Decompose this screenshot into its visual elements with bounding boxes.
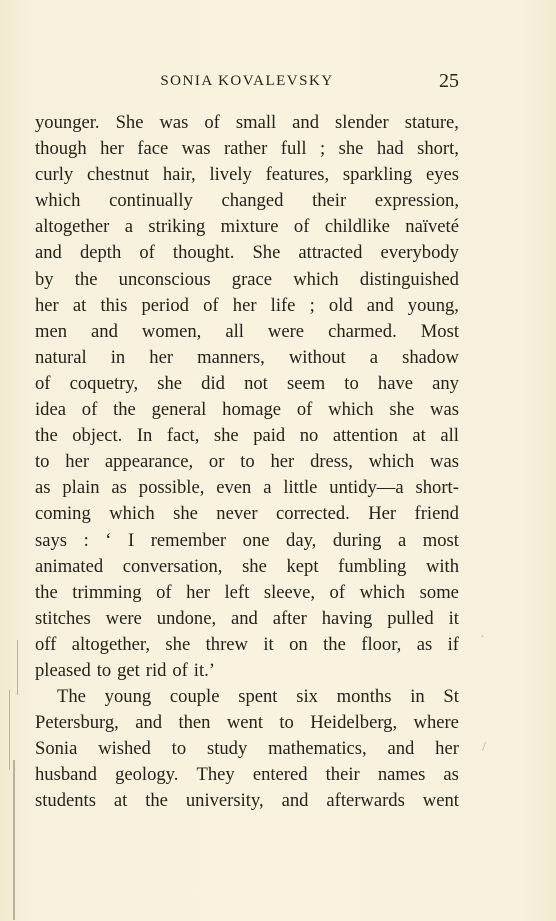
- text-line: the object. In fact, she paid no attention at all: [35, 425, 459, 447]
- text-line: altogether a striking mixture of childlike naïveté: [35, 216, 459, 238]
- text-line: by the unconscious grace which distinguished: [35, 268, 459, 290]
- gutter-mark: [9, 690, 10, 770]
- text-line: Sonia wished to study mathematics, and her: [35, 738, 459, 760]
- text-line: coming which she never corrected. Her friend: [35, 503, 459, 525]
- gutter-mark: [17, 640, 18, 695]
- text-line: and depth of thought. She attracted everybody: [35, 242, 459, 264]
- text-line: as plain as possible, even a little untidy—a short-: [35, 477, 459, 499]
- text-line: of coquetry, she did not seem to have any: [35, 372, 459, 394]
- running-head: [35, 70, 459, 96]
- text-line: younger. She was of small and slender stature,: [35, 112, 459, 133]
- margin-speck: ·: [480, 630, 485, 645]
- text-line: pleased to get rid of it.’: [35, 659, 215, 681]
- text-line: The young couple spent six months in St: [57, 686, 459, 708]
- gutter-mark: [13, 760, 15, 920]
- text-line: says : ‘ I remember one day, during a most: [35, 529, 459, 551]
- text-line: off altogether, she threw it on the floor, as if: [35, 633, 459, 655]
- text-line: to her appearance, or to her dress, which was: [35, 451, 459, 473]
- body-text: [35, 110, 459, 815]
- text-line: idea of the general homage of which she was: [35, 399, 459, 421]
- text-line: men and women, all were charmed. Most: [35, 320, 459, 342]
- text-line: animated conversation, she kept fumbling with: [35, 555, 459, 577]
- text-line: which continually changed their expression,: [35, 190, 459, 212]
- running-title: SONIA KOVALEVSKY: [160, 73, 334, 89]
- text-line: her at this period of her life ; old and young,: [35, 294, 459, 316]
- text-line: husband geology. They entered their names as: [35, 764, 459, 786]
- text-line: stitches were undone, and after having pulled it: [35, 607, 459, 629]
- text-line: the trimming of her left sleeve, of which some: [35, 581, 459, 603]
- text-line: students at the university, and afterwards went: [35, 790, 459, 812]
- page-number: 25: [439, 70, 459, 92]
- text-line: though her face was rather full ; she had short,: [35, 138, 459, 160]
- margin-speck: /: [482, 740, 486, 755]
- text-line: Petersburg, and then went to Heidelberg, where: [35, 712, 459, 734]
- text-line: curly chestnut hair, lively features, sparkling eyes: [35, 164, 459, 186]
- text-line: natural in her manners, without a shadow: [35, 346, 459, 368]
